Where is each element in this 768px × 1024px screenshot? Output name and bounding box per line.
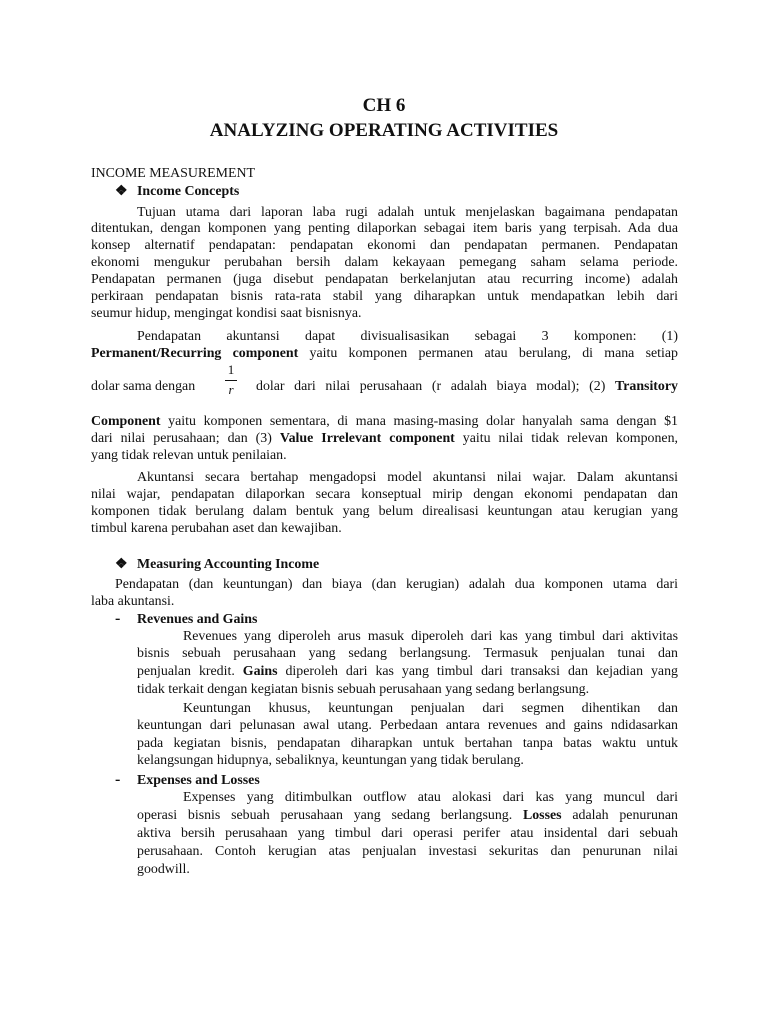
p1-line-3: konsep alternatif pendapatan: pendapatan ekonomi dan pendapatan permanen. Pendapatan bbox=[91, 238, 678, 253]
diamond-bullet-icon: ❖ bbox=[115, 557, 128, 572]
fraction-bar bbox=[225, 380, 237, 381]
dash-bullet-icon: - bbox=[115, 610, 121, 627]
p5-line-2: bisnis sebuah perusahaan yang sedang berlangsung. Termasuk penjualan tunai dan bbox=[137, 646, 678, 661]
bold-value-irrelevant: Value Irrelevant component bbox=[279, 431, 455, 446]
p2-line-2 bbox=[91, 345, 678, 363]
p4-line-2: laba akuntansi. bbox=[91, 594, 175, 609]
p2-line-4-rest: yaitu komponen sementara, di mana masing-masing dolar hanyalah sama dengan $1 bbox=[160, 414, 678, 429]
p5-line-3b: diperoleh dari kas yang timbul dari transaksi dan kejadian yang bbox=[277, 664, 678, 679]
p2-line-5a: dari nilai perusahaan; dan (3) bbox=[91, 431, 280, 446]
p7-line-3: aktiva bersih perusahaan yang timbul dari operasi perifer atau insidental dari sebuah bbox=[137, 826, 678, 841]
p7-line-2a: operasi bisnis sebuah perusahaan yang sedang berlangsung. bbox=[137, 808, 523, 823]
bold-transitory: Transitory bbox=[614, 379, 678, 394]
dash-bullet-icon: - bbox=[115, 771, 121, 788]
p6-line-4: kelangsungan hidupnya, sebaliknya, keuntungan yang tidak berulang. bbox=[137, 753, 524, 768]
p2-line-5b: yaitu nilai tidak relevan komponen, bbox=[454, 431, 678, 446]
p2-line-3b-text: dolar dari nilai perusahaan (r adalah biaya modal); (2) bbox=[256, 379, 606, 394]
p3-line-2: nilai wajar, pendapatan dilaporkan secara konseptual mirip dengan ekonomi pendapatan dan bbox=[91, 487, 678, 502]
bold-gains: Gains bbox=[242, 664, 278, 679]
p2-line-3a: dolar sama dengan bbox=[91, 379, 196, 394]
p1-line-7: seumur hidup, mengingat kondisi saat bisnisnya. bbox=[91, 306, 362, 321]
p2-line-6: yang tidak relevan untuk penilaian. bbox=[91, 448, 287, 463]
subheading-expenses-losses: Expenses and Losses bbox=[137, 773, 260, 788]
subheading-income-concepts: Income Concepts bbox=[137, 184, 240, 199]
p5-line-3a: penjualan kredit. bbox=[137, 664, 243, 679]
chapter-title: ANALYZING OPERATING ACTIVITIES bbox=[209, 120, 559, 141]
p2-line-1: Pendapatan akuntansi dapat divisualisasikan sebagai 3 komponen: (1) bbox=[137, 329, 678, 344]
bold-losses: Losses bbox=[522, 808, 562, 823]
p7-line-1: Expenses yang ditimbulkan outflow atau alokasi dari kas yang muncul dari bbox=[183, 790, 678, 805]
diamond-bullet-icon: ❖ bbox=[115, 184, 128, 199]
p5-line-4: tidak terkait dengan kegiatan bisnis sebuah perusahaan yang sedang berlangsung. bbox=[137, 682, 590, 697]
p5-line-1: Revenues yang diperoleh arus masuk diperoleh dari kas yang timbul dari aktivitas bbox=[183, 629, 678, 644]
p4-line-1: Pendapatan (dan keuntungan) dan biaya (dan kerugian) adalah dua komponen utama dari bbox=[115, 577, 678, 592]
bold-permanent-recurring: Permanent/Recurring component bbox=[91, 346, 299, 361]
p7-line-5: goodwill. bbox=[137, 862, 190, 877]
p7-line-4: perusahaan. Contoh kerugian atas penjualan investasi sekuritas dan penurunan nilai bbox=[137, 844, 678, 859]
p3-line-4: timbul karena perubahan aset dan kewajiban. bbox=[91, 521, 342, 536]
p1-line-1: Tujuan utama dari laporan laba rugi adalah untuk menjelaskan bagaimana pendapatan bbox=[137, 205, 678, 220]
p2-line-2-rest: yaitu komponen permanen atau berulang, di mana setiap bbox=[298, 346, 678, 361]
p1-line-2: ditentukan, dengan komponen yang penting dilaporkan sebagai item baris yang terpisah. Ada dua bbox=[91, 221, 678, 236]
p5-line-3 bbox=[137, 663, 678, 681]
p2-line-5 bbox=[91, 430, 678, 448]
section-heading: INCOME MEASUREMENT bbox=[91, 166, 255, 181]
subheading-revenues-gains: Revenues and Gains bbox=[137, 612, 258, 627]
p3-line-1: Akuntansi secara bertahap mengadopsi model akuntansi nilai wajar. Dalam akuntansi bbox=[137, 470, 678, 485]
p2-line-3b bbox=[256, 378, 678, 396]
p3-line-3: komponen tidak berulang dalam bentuk yang belum direalisasi keuntungan atau kerugian yang bbox=[91, 504, 678, 519]
p7-line-2b: adalah penurunan bbox=[561, 808, 678, 823]
bold-component: Component bbox=[91, 414, 161, 429]
p6-line-1: Keuntungan khusus, keuntungan penjualan dari segmen dihentikan dan bbox=[183, 701, 678, 716]
fraction-denominator: r bbox=[228, 382, 234, 397]
p1-line-4: ekonomi mengukur perubahan bersih dalam kekayaan pemegang saham selama periode. bbox=[91, 255, 678, 270]
p1-line-5: Pendapatan permanen (juga disebut pendapatan berkelanjutan atau recurring income) adalah bbox=[91, 272, 678, 287]
p7-line-2 bbox=[137, 807, 678, 825]
fraction-numerator: 1 bbox=[227, 362, 235, 377]
p6-line-3: pada kegiatan bisnis, pendapatan diharapkan untuk bertahan tanpa batas waktu untuk bbox=[137, 736, 678, 751]
p1-line-6: perkiraan pendapatan bisnis rata-rata stabil yang diharapkan untuk mendapatkan lebih dari bbox=[91, 289, 678, 304]
p6-line-2: keuntungan dari pelunasan awal utang. Perbedaan antara revenues and gains ndidasarkan bbox=[137, 718, 678, 733]
subheading-measuring-income: Measuring Accounting Income bbox=[137, 557, 320, 572]
p2-line-4 bbox=[91, 413, 678, 431]
chapter-number: CH 6 bbox=[362, 95, 406, 116]
